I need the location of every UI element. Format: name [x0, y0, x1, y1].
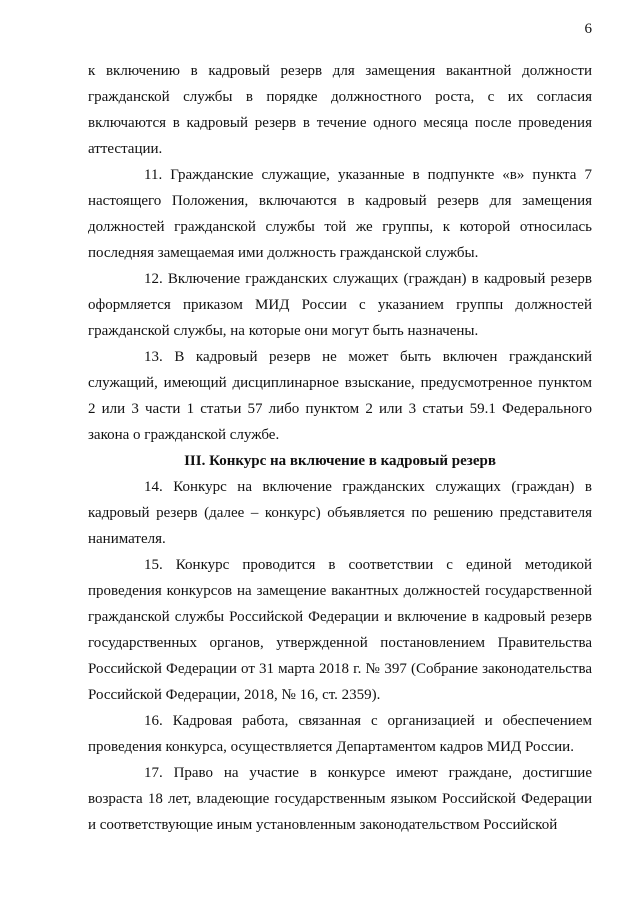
paragraph-continuation: к включению в кадровый резерв для замещения вакантной должности гражданской службы в порядке должностного роста, с их согласия включаются в кадровый резерв в течение одного месяца после проведения аттестации.: [88, 63, 592, 157]
document-body: [88, 58, 592, 838]
paragraph-11: 11. Гражданские служащие, указанные в подпункте «в» пункта 7 настоящего Положения, включаются в кадровый резерв для замещения должностей гражданской службы той же группы, к которой относилась последняя замещаемая ими должность гражданской службы.: [88, 167, 592, 261]
paragraph-17: 17. Право на участие в конкурсе имеют граждане, достигшие возраста 18 лет, владеющие государственным языком Российской Федерации и соответствующие иным установленным законодательством Российской: [88, 765, 592, 833]
paragraph-13: 13. В кадровый резерв не может быть включен гражданский служащий, имеющий дисциплинарное взыскание, предусмотренное пунктом 2 или 3 части 1 статьи 57 либо пунктом 2 или 3 статьи 59.1 Федерального закона о гражданской службе.: [88, 349, 592, 443]
paragraph-14: 14. Конкурс на включение гражданских служащих (граждан) в кадровый резерв (далее – конкурс) объявляется по решению представителя нанимателя.: [88, 479, 592, 547]
paragraph-15: 15. Конкурс проводится в соответствии с единой методикой проведения конкурсов на замещение вакантных должностей государственной гражданской службы Российской Федерации и включение в кадровый резерв государственных органов, утвержденной постановлением Правительства Российской Федерации от 31 марта 2018 г. № 397 (Собрание законодательства Российской Федерации, 2018, № 16, ст. 2359).: [88, 557, 592, 703]
page-number: 6: [584, 21, 592, 37]
paragraph-16: 16. Кадровая работа, связанная с организацией и обеспечением проведения конкурса, осуществляется Департаментом кадров МИД России.: [88, 713, 592, 755]
paragraph-12: 12. Включение гражданских служащих (граждан) в кадровый резерв оформляется приказом МИД России с указанием группы должностей гражданской службы, на которые они могут быть назначены.: [88, 271, 592, 339]
section-heading: III. Конкурс на включение в кадровый резерв: [184, 453, 496, 469]
